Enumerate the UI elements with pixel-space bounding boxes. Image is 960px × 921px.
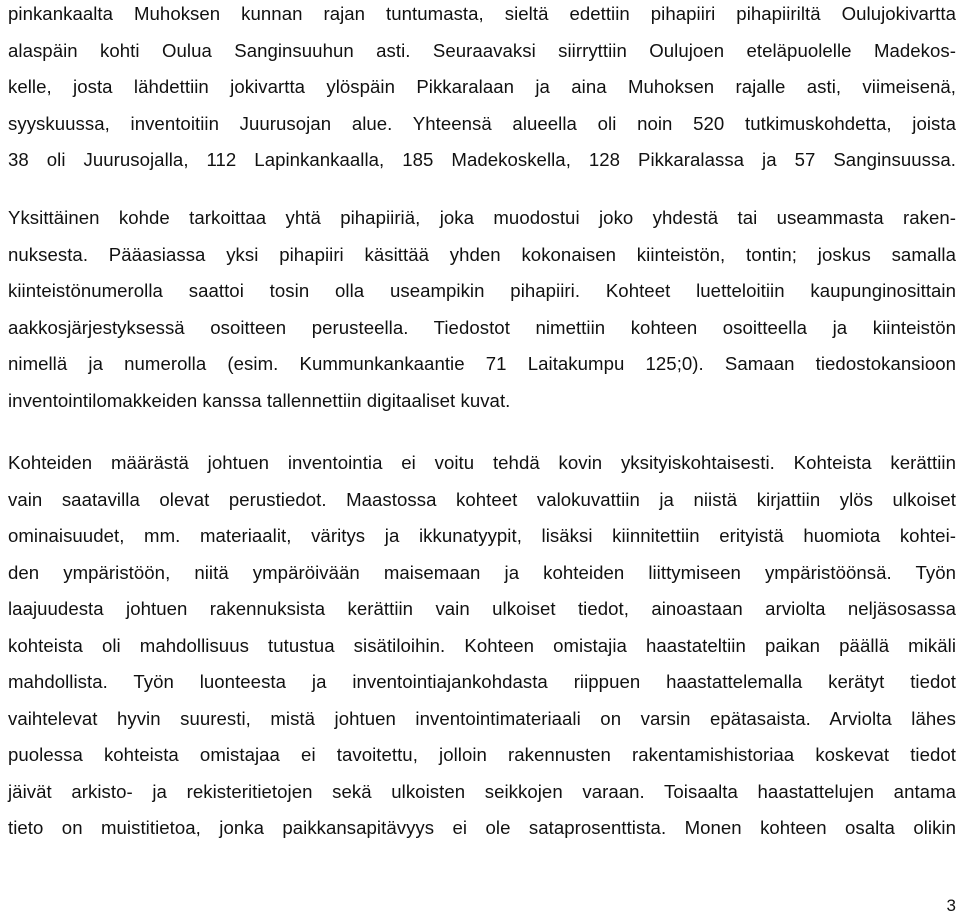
text-line: nuksesta. Pääasiassa yksi pihapiiri käsittää yhden kokonaisen kiinteistön, tontin; joskus samalla — [8, 243, 956, 265]
text-line: vaihtelevat hyvin suuresti, mistä johtuen inventointimateriaali on varsin epätasaista. Arviolta lähes — [8, 707, 956, 729]
text-line: kiinteistönumerolla saattoi tosin olla useampikin pihapiiri. Kohteet luetteloitiin kaupunginosittain — [8, 280, 956, 301]
text-line: kelle, josta lähdettiin jokivartta ylöspäin Pikkaralaan ja aina Muhoksen rajalle asti, viimeisenä, — [8, 76, 956, 97]
text-line: tieto on muistitietoa, jonka paikkansapitävyys ei ole sataprosenttista. Monen kohteen osalta olikin — [8, 817, 956, 838]
text-line: kohteista oli mahdollisuus tutustua sisätiloihin. Kohteen omistajia haastateltiin paikan päällä mikäli — [8, 634, 956, 656]
paragraph-3 — [8, 445, 956, 847]
text-line: Yksittäinen kohde tarkoittaa yhtä pihapiiriä, joka muodostui joko yhdestä tai useammasta raken- — [8, 207, 956, 228]
text-line: jäivät arkisto- ja rekisteritietojen sekä ulkoisten seikkojen varaan. Toisaalta haastattelujen antama — [8, 780, 956, 802]
text-line: inventointilomakkeiden kanssa tallennettiin digitaaliset kuvat. — [8, 389, 511, 411]
text-line: Kohteiden määrästä johtuen inventointia ei voitu tehdä kovin yksityiskohtaisesti. Kohteista kerättiin — [8, 452, 956, 473]
text-line: alaspäin kohti Oulua Sanginsuuhun asti. Seuraavaksi siirryttiin Oulujoen eteläpuolelle Madekos- — [8, 39, 956, 61]
paragraph-2 — [8, 200, 956, 419]
paragraph-1 — [8, 0, 956, 179]
text-line: den ympäristöön, niitä ympäröivään maisemaan ja kohteiden liittymiseen ympäristöönsä. Työn — [8, 561, 956, 583]
text-line: nimellä ja numerolla (esim. Kummunkankaantie 71 Laitakumpu 125;0). Samaan tiedostokansioon — [8, 353, 956, 374]
page-number: 3 — [946, 896, 956, 915]
text-line: puolessa kohteista omistajaa ei tavoitettu, jolloin rakennusten rakentamishistoriaa koskevat tiedot — [8, 744, 956, 765]
text-line: 38 oli Juurusojalla, 112 Lapinkankaalla, 185 Madekoskella, 128 Pikkaralassa ja 57 Sanginsuussa. — [8, 149, 956, 170]
text-line: ominaisuudet, mm. materiaalit, väritys ja ikkunatyypit, lisäksi kiinnitettiin erityistä huomiota kohtei- — [8, 525, 956, 546]
text-line: mahdollista. Työn luonteesta ja inventointiajankohdasta riippuen haastattelemalla kerätyt tiedot — [8, 671, 956, 692]
text-line: laajuudesta johtuen rakennuksista kerättiin vain ulkoiset tiedot, ainoastaan arviolta neljäsosassa — [8, 598, 956, 619]
text-line: vain saatavilla olevat perustiedot. Maastossa kohteet valokuvattiin ja niistä kirjattiin ylös ulkoiset — [8, 488, 956, 510]
text-line: aakkosjärjestyksessä osoitteen perusteella. Tiedostot nimettiin kohteen osoitteella ja kiinteistön — [8, 316, 956, 338]
text-line: syyskuussa, inventoitiin Juurusojan alue. Yhteensä alueella oli noin 520 tutkimuskohdetta, joista — [8, 112, 956, 134]
text-line: pinkankaalta Muhoksen kunnan rajan tuntumasta, sieltä edettiin pihapiiri pihapiiriltä Oulujokivartta — [8, 3, 956, 24]
